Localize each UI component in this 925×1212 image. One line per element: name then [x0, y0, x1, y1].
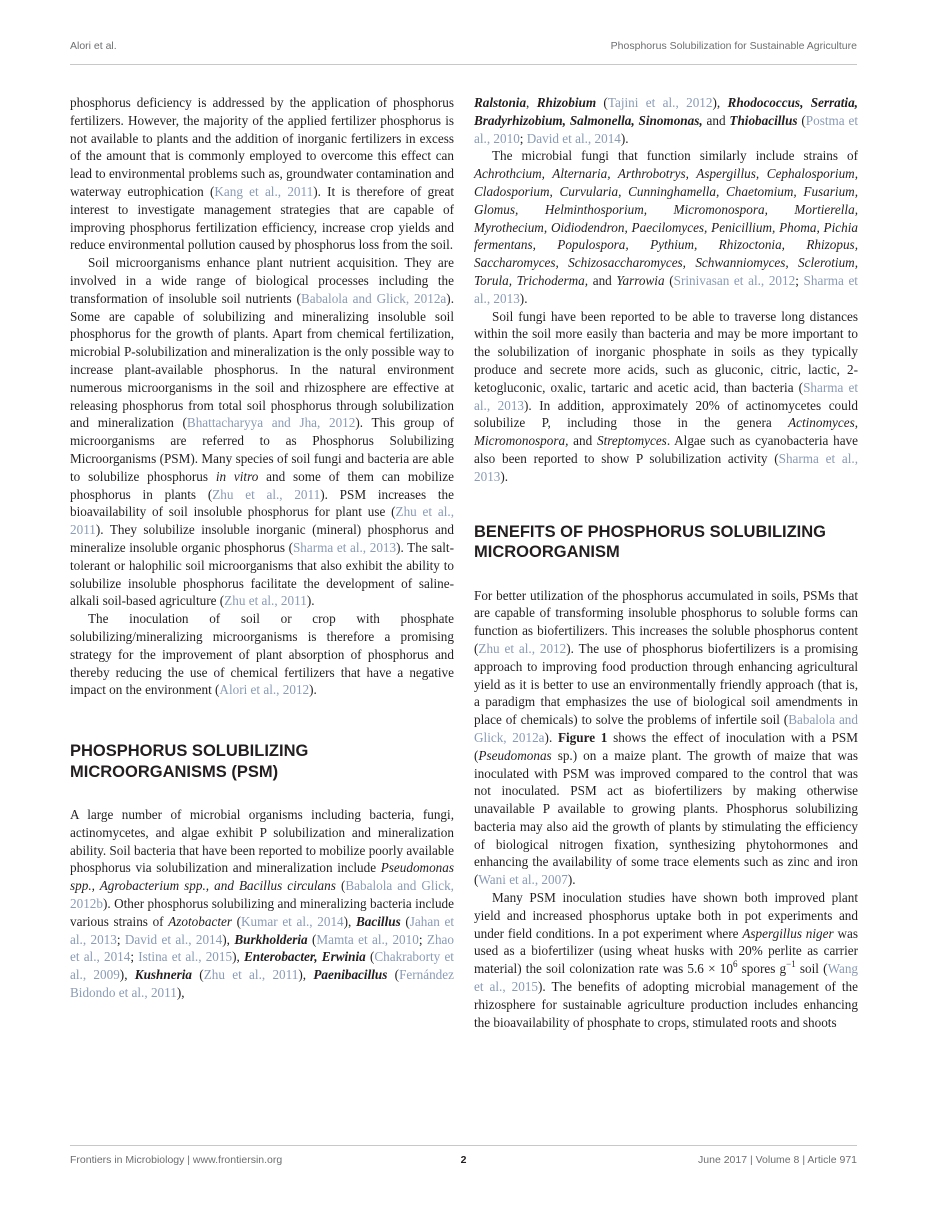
citation-link[interactable]: Sharma et al., 2013: [474, 272, 858, 306]
citation-link[interactable]: Sharma et al., 2013: [474, 379, 858, 413]
citation-link[interactable]: David et al., 2014: [526, 130, 621, 146]
citation-link[interactable]: Zhao et al., 2014: [70, 931, 454, 965]
citation-link[interactable]: Alori et al., 2012: [219, 682, 310, 698]
citation-link[interactable]: Babalola and Glick, 2012b: [70, 878, 454, 912]
citation-link[interactable]: Kumar et al., 2014: [241, 913, 344, 929]
citation-link[interactable]: Wani et al., 2007: [478, 872, 568, 888]
citation-link[interactable]: Kang et al., 2011: [214, 183, 314, 199]
paragraph: Soil fungi have been reported to be able to traverse long distances within the soil more easily than bacteria and may be more important to the solubilization of inorganic phosphate in soils as they typically produce and secrete more acids, such as gluconic, citric, lactic, 2-ketogluconic, oxalic, tartaric and acetic acid, than bacteria (Sharma et al., 2013). In addition, approximately 20% of actinomycetes could solubilize P, including those in the genera Actinomyces, Micromonospora, and Streptomyces. Algae such as cyanobacteria have also been reported to show P solubilization activity (Sharma et al., 2013).: [474, 308, 859, 484]
paragraph: Many PSM inoculation studies have shown both improved plant yield and increased phosphorus uptake both in pot experiments and under field conditions. In a pot experiment where Aspergillus niger was used as a biofertilizer (using wheat husks with 20% perlite as carrier material) the soil colonization rate was $5.6 \times 10^6$ spores $g^{-1}$ soil (Wang et al., 2015). The benefits of adopting microbial management of the rhizosphere for sustainable agriculture production includes enhancing the bioavailability of phosphate to crops, stimulated roots and shoots: [474, 890, 859, 1030]
paragraph: Ralstonia, Rhizobium (Tajini et al., 2012), Rhodococcus, Serratia, Bradyrhizobium, Salmonella, Sinomonas, and Thiobacillus (Postma et al., 2010; David et al., 2014).: [474, 95, 858, 146]
citation-link[interactable]: Postma et al., 2010: [474, 112, 858, 146]
header-authors: Alori et al.: [70, 40, 117, 52]
header-short-title: Phosphorus Solubilization for Sustainable Agriculture: [610, 40, 857, 52]
citation-link[interactable]: Mamta et al., 2010: [316, 931, 419, 947]
citation-link[interactable]: Sharma et al., 2013: [474, 450, 859, 484]
left-column: [70, 94, 454, 1002]
paragraph: Soil microorganisms enhance plant nutrient acquisition. They are involved in a wide range of biological processes including the transformation of insoluble soil nutrients (Babalola and Glick, 2012a). Some are capable of solubilizing and mineralizing insoluble soil phosphorus for the growth of plants. Apart from chemical fertilization, microbial P-solubilization and mineralization is the only possible way to increase plant-available phosphorus. In the natural environment numerous microorganisms in the soil and rhizosphere are effective at releasing phosphorus from total soil phosphorus through solubilization and mineralization (Bhattacharyya and Jha, 2012). This group of microorganisms are referred to as Phosphorus Solubilizing Microorganisms (PSM). Many species of soil fungi and bacteria are able to solubilize phosphorus in vitro and some of them can mobilize phosphorus in plants (Zhu et al., 2011). PSM increases the bioavailability of soil insoluble phosphorus for plant use (Zhu et al., 2011). They solubilize insoluble inorganic (mineral) phosphorus and mineralize insoluble organic phosphorus (Sharma et al., 2013). The salt-tolerant or halophilic soil microorganisms that also exhibit the ability to solubilize insoluble phosphorus facilitate the development of saline-alkali soil-based agriculture (Zhu et al., 2011).: [70, 255, 454, 609]
citation-link[interactable]: Zhu et al., 2012: [478, 640, 567, 656]
section-heading: BENEFITS OF PHOSPHORUS SOLUBILIZING MICROORGANISM: [474, 522, 827, 562]
citation-link[interactable]: Srinivasan et al., 2012: [673, 272, 796, 288]
citation-link[interactable]: Sharma et al., 2013: [292, 539, 397, 555]
citation-link[interactable]: Bhattacharyya and Jha, 2012: [186, 415, 356, 431]
citation-link[interactable]: Zhu et al., 2011: [203, 967, 299, 983]
citation-link[interactable]: Jahan et al., 2013: [70, 913, 454, 947]
page-footer: [70, 1154, 857, 1170]
citation-link[interactable]: David et al., 2014: [124, 931, 223, 947]
citation-link[interactable]: Tajini et al., 2012: [607, 95, 713, 110]
running-header: [70, 40, 857, 56]
footer-journal[interactable]: Frontiers in Microbiology | www.frontiersin.org: [70, 1154, 283, 1166]
section-heading: PHOSPHORUS SOLUBILIZING MICROORGANISMS (PSM): [70, 742, 309, 781]
citation-link[interactable]: Chakraborty et al., 2009: [70, 949, 454, 983]
footer-issue-info: June 2017 | Volume 8 | Article 971: [698, 1154, 857, 1166]
right-column: [474, 94, 858, 1031]
paragraph: A large number of microbial organisms including bacteria, fungi, actinomycetes, and algae exhibit P solubilization and mineralization ability. Soil bacteria that have been reported to mobilize poorly available phosphorus via solubilization and mineralization include Pseudomonas spp., Agrobacterium spp., and Bacillus circulans (Babalola and Glick, 2012b). Other phosphorus solubilizing and mineralizing bacteria include various strains of Azotobacter (Kumar et al., 2014), Bacillus (Jahan et al., 2013; David et al., 2014), Burkholderia (Mamta et al., 2010; Zhao et al., 2014; Istina et al., 2015), Enterobacter, Erwinia (Chakraborty et al., 2009), Kushneria (Zhu et al., 2011), Paenibacillus (Fernández Bidondo et al., 2011),: [70, 807, 455, 1001]
citation-link[interactable]: Babalola and Glick, 2012a: [474, 712, 858, 745]
paragraph: phosphorus deficiency is addressed by the application of phosphorus fertilizers. However, the majority of the applied fertilizer phosphorus is not available to plants and the addition of inorganic fertilizers in excess of the amount that is commonly employed to overcome this effect can lead to environmental problems such as, groundwater contamination and waterway eutrophication (Kang et al., 2011). It is therefore of great interest to investigate management strategies that are capable of improving phosphorus fertilization efficiency, increase crop yields and reduce environmental pollution caused by phosphorus loss from the soil.: [70, 95, 454, 253]
footer-divider: [70, 1145, 857, 1146]
page-number: 2: [460, 1154, 467, 1166]
citation-link[interactable]: Zhu et al., 2011: [212, 486, 321, 502]
paragraph: The microbial fungi that function similarly include strains of Achrothcium, Alternaria, Arthrobotrys, Aspergillus, Cephalosporium, Cladosporium, Curvularia, Cunninghamella, Chaetomium, Fusarium, Glomus, Helminthosporium, Micromonospora, Mortierella, Myrothecium, Oidiodendron, Paecilomyces, Penicillium, Phoma, Pichia fermentans, Populospora, Pythium, Rhizoctonia, Rhizopus, Saccharomyces, Schizosaccharomyces, Schwanniomyces, Sclerotium, Torula, Trichoderma, and Yarrowia (Srinivasan et al., 2012; Sharma et al., 2013).: [474, 148, 858, 306]
citation-link[interactable]: Zhu et al., 2011: [70, 504, 454, 538]
citation-link[interactable]: Wang et al., 2015: [474, 961, 859, 995]
paragraph: The inoculation of soil or crop with phosphate solubilizing/mineralizing microorganisms is therefore a promising strategy for the improvement of plant absorption of phosphorus and thereby reducing the use of chemical fertilizers that have a negative impact on the environment (Alori et al., 2012).: [70, 611, 454, 698]
figure-reference[interactable]: Figure 1: [557, 729, 608, 745]
citation-link[interactable]: Istina et al., 2015: [138, 949, 233, 965]
citation-link[interactable]: Zhu et al., 2011: [224, 593, 307, 609]
paragraph: For better utilization of the phosphorus accumulated in soils, PSMs that are capable of transforming insoluble phosphorus to soluble forms can function as biofertilizers. This increases the soluble phosphorus content (Zhu et al., 2012). The use of phosphorus biofertilizers is a promising approach to improving food production through enhancing agricultural yield as it is better to use an environmentally friendly approach (that is, a paradigm that emphasizes the use of biological soil amendments in place of chemicals) to solve the problems of infertile soil (Babalola and Glick, 2012a). Figure 1 shows the effect of inoculation with a PSM (Pseudomonas sp.) on a maize plant. The growth of maize that was inoculated with PSM was improved compared to the control that was not inoculated. PSM act as biofertilizers by making otherwise unavailable P available to growing plants. Phosphorus solubilizing bacteria may also aid the growth of plants by stimulating the efficiency of biological nitrogen fixation, synthesizing phytohormones and enhancing the availability of some trace elements such as zinc and iron (Wani et al., 2007).: [474, 587, 858, 888]
citation-link[interactable]: Babalola and Glick, 2012a: [300, 290, 447, 306]
citation-link[interactable]: Fernández Bidondo et al., 2011: [70, 967, 454, 1001]
header-divider: [70, 64, 857, 65]
